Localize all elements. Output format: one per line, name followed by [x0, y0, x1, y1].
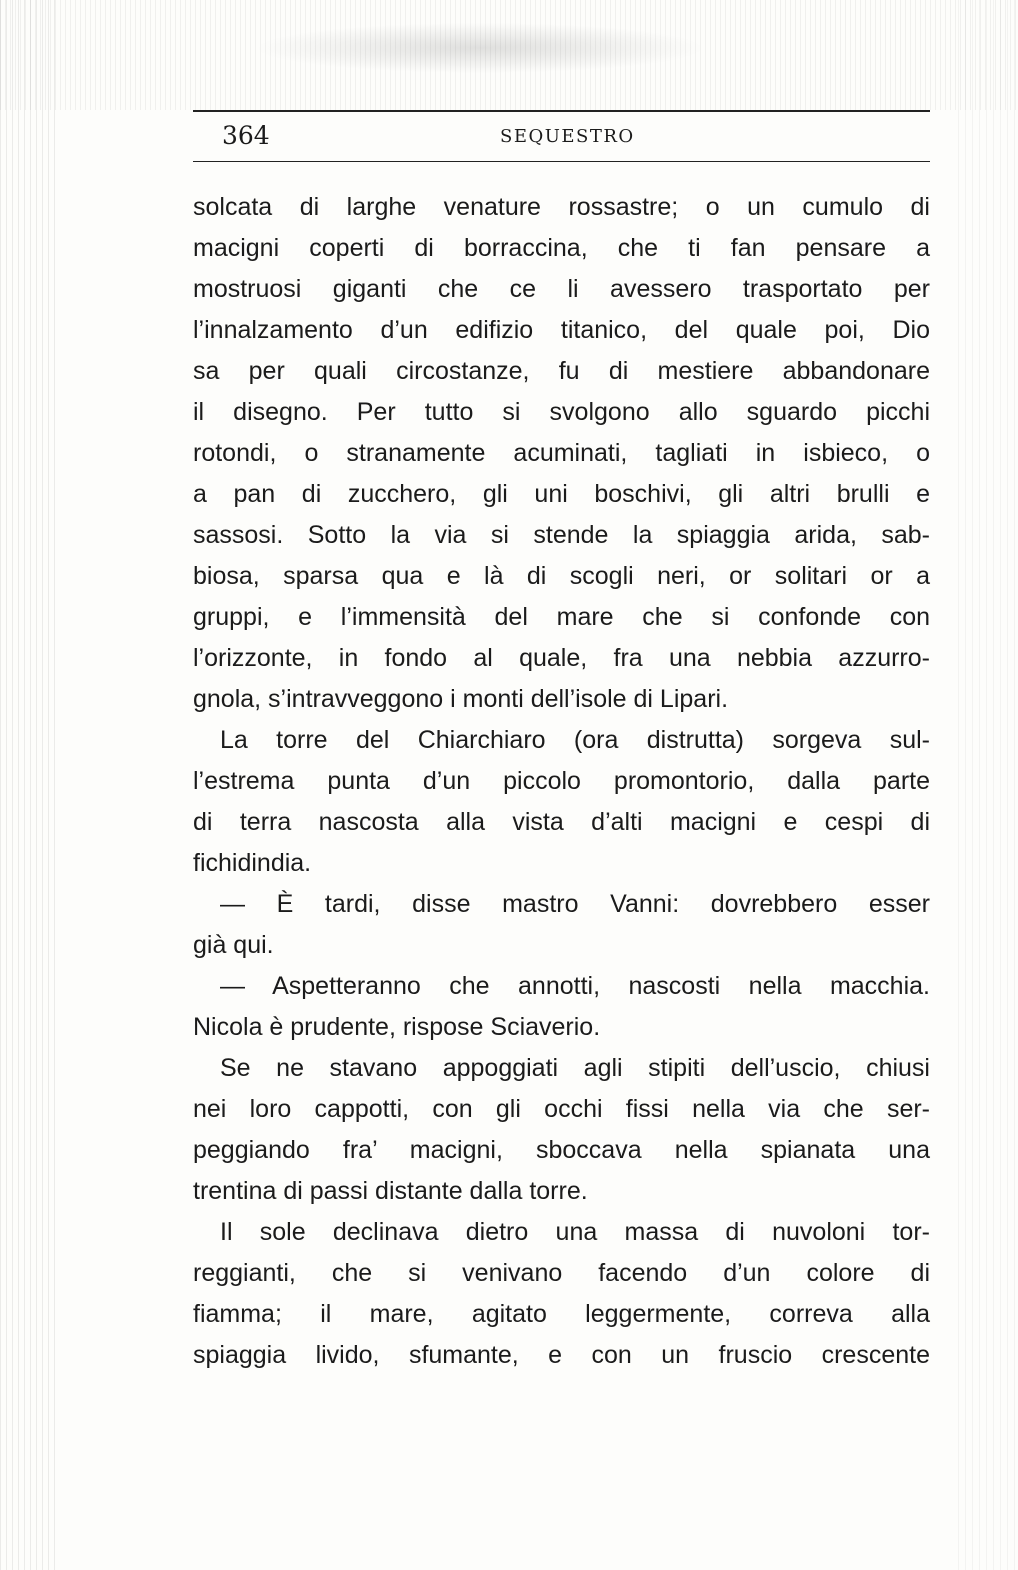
- text-line: gruppi, e l’immensità del mare che si confonde con: [193, 603, 930, 631]
- text-line: l’estrema punta d’un piccolo promontorio, dalla parte: [193, 767, 930, 795]
- text-line: gnola, s’intravveggono i monti dell’isole di Lipari.: [193, 685, 729, 713]
- text-line: spiaggia livido, sfumante, e con un fruscio crescente: [193, 1341, 930, 1369]
- text-line: il disegno. Per tutto si svolgono allo sguardo picchi: [193, 398, 930, 426]
- text-line: trentina di passi distante dalla torre.: [193, 1177, 588, 1205]
- text-line: Nicola è prudente, rispose Sciaverio.: [193, 1013, 601, 1041]
- text-line: fichidindia.: [193, 849, 312, 877]
- text-line: solcata di larghe venature rossastre; o un cumulo di: [193, 193, 930, 221]
- header-rule-bottom: [193, 161, 930, 162]
- page-number: 364: [222, 121, 270, 150]
- text-line: Il sole declinava dietro una massa di nuvoloni tor-: [220, 1218, 930, 1246]
- text-line: l’orizzonte, in fondo al quale, fra una nebbia azzurro-: [193, 644, 930, 672]
- text-line: — È tardi, disse mastro Vanni: dovrebbero esser: [220, 890, 930, 918]
- text-line: sassosi. Sotto la via si stende la spiaggia arida, sab-: [193, 521, 930, 549]
- text-line: peggiando fra’ macigni, sboccava nella spianata una: [193, 1136, 930, 1164]
- text-line: Se ne stavano appoggiati agli stipiti dell’uscio, chiusi: [220, 1054, 930, 1082]
- text-line: mostruosi giganti che ce li avessero trasportato per: [193, 275, 930, 303]
- running-head: SEQUESTRO: [500, 126, 635, 147]
- scan-noise-top: [0, 0, 1018, 110]
- text-line: già qui.: [193, 931, 274, 959]
- text-line: biosa, sparsa qua e là di scogli neri, or solitari or a: [193, 562, 930, 590]
- header-rule-top: [193, 110, 930, 112]
- text-line: fiamma; il mare, agitato leggermente, correva alla: [193, 1300, 930, 1328]
- text-line: macigni coperti di borraccina, che ti fan pensare a: [193, 234, 930, 262]
- text-line: sa per quali circostanze, fu di mestiere abbandonare: [193, 357, 930, 385]
- text-line: rotondi, o stranamente acuminati, tagliati in isbieco, o: [193, 439, 930, 467]
- text-line: a pan di zucchero, gli uni boschivi, gli altri brulli e: [193, 480, 930, 508]
- text-line: l’innalzamento d’un edifizio titanico, del quale poi, Dio: [193, 316, 930, 344]
- scan-noise-left: [0, 0, 60, 1570]
- text-line: La torre del Chiarchiaro (ora distrutta) sorgeva sul-: [220, 726, 930, 754]
- body-text: [193, 187, 930, 1376]
- text-line: nei loro cappotti, con gli occhi fissi nella via che ser-: [193, 1095, 930, 1123]
- text-line: — Aspetteranno che annotti, nascosti nella macchia.: [220, 972, 930, 1000]
- text-line: reggianti, che si venivano facendo d’un colore di: [193, 1259, 930, 1287]
- scan-noise-right: [958, 0, 1018, 1570]
- text-line: di terra nascosta alla vista d’alti macigni e cespi di: [193, 808, 930, 836]
